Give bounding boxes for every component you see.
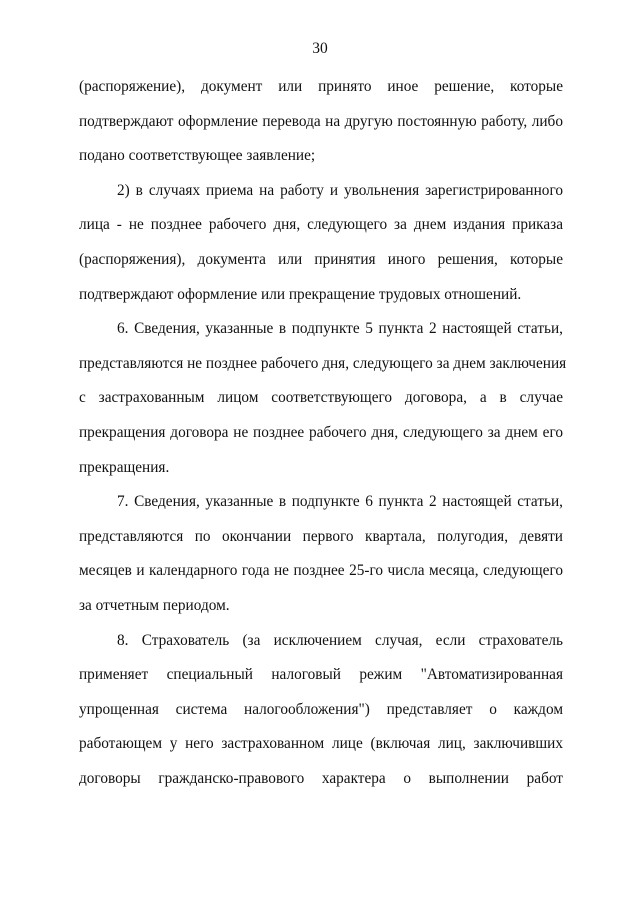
text-line: подтверждают оформление перевода на другую постоянную работу, либо xyxy=(79,112,563,130)
text-line: представляются не позднее рабочего дня, следующего за днем заключения xyxy=(79,354,567,372)
text-line: договоры гражданско-правового характера о выполнении работ xyxy=(79,769,563,787)
text-line: (распоряжения), документа или принятия иного решения, которые xyxy=(79,250,563,268)
paragraph-continuation xyxy=(79,70,563,174)
text-line: (распоряжение), документ или принято иное решение, которые xyxy=(79,78,563,95)
paragraph-section-7 xyxy=(79,485,563,623)
text-line: прекращения. xyxy=(79,458,170,476)
text-line: работающем у него застрахованном лице (включая лиц, заключивших xyxy=(79,735,563,753)
document-body xyxy=(79,70,567,796)
text-line: 2) в случаях приема на работу и увольнения зарегистрированного xyxy=(117,181,563,199)
paragraph-section-6 xyxy=(79,312,567,485)
text-line: лица - не позднее рабочего дня, следующего за днем издания приказа xyxy=(79,216,563,234)
text-line: применяет специальный налоговый режим "Автоматизированная xyxy=(79,666,563,684)
text-line: 6. Сведения, указанные в подпункте 5 пункта 2 настоящей статьи, xyxy=(117,320,563,338)
page-number: 30 xyxy=(312,40,328,57)
text-line: месяцев и календарного года не позднее 25-го числа месяца, следующего xyxy=(79,562,563,580)
text-line: представляются по окончании первого квартала, полугодия, девяти xyxy=(79,527,563,545)
text-line: упрощенная система налогообложения") представляет о каждом xyxy=(79,700,563,718)
text-line: подтверждают оформление или прекращение трудовых отношений. xyxy=(79,285,522,303)
text-line: 7. Сведения, указанные в подпункте 6 пункта 2 настоящей статьи, xyxy=(117,493,563,511)
paragraph-item-2 xyxy=(79,174,563,312)
text-line: 8. Страхователь (за исключением случая, если страхователь xyxy=(117,631,563,649)
text-line: подано соответствующее заявление; xyxy=(79,147,316,165)
text-line: за отчетным периодом. xyxy=(79,596,230,614)
text-line: с застрахованным лицом соответствующего договора, а в случае xyxy=(79,389,563,407)
text-line: прекращения договора не позднее рабочего дня, следующего за днем его xyxy=(79,423,563,441)
paragraph-section-8 xyxy=(79,624,563,797)
